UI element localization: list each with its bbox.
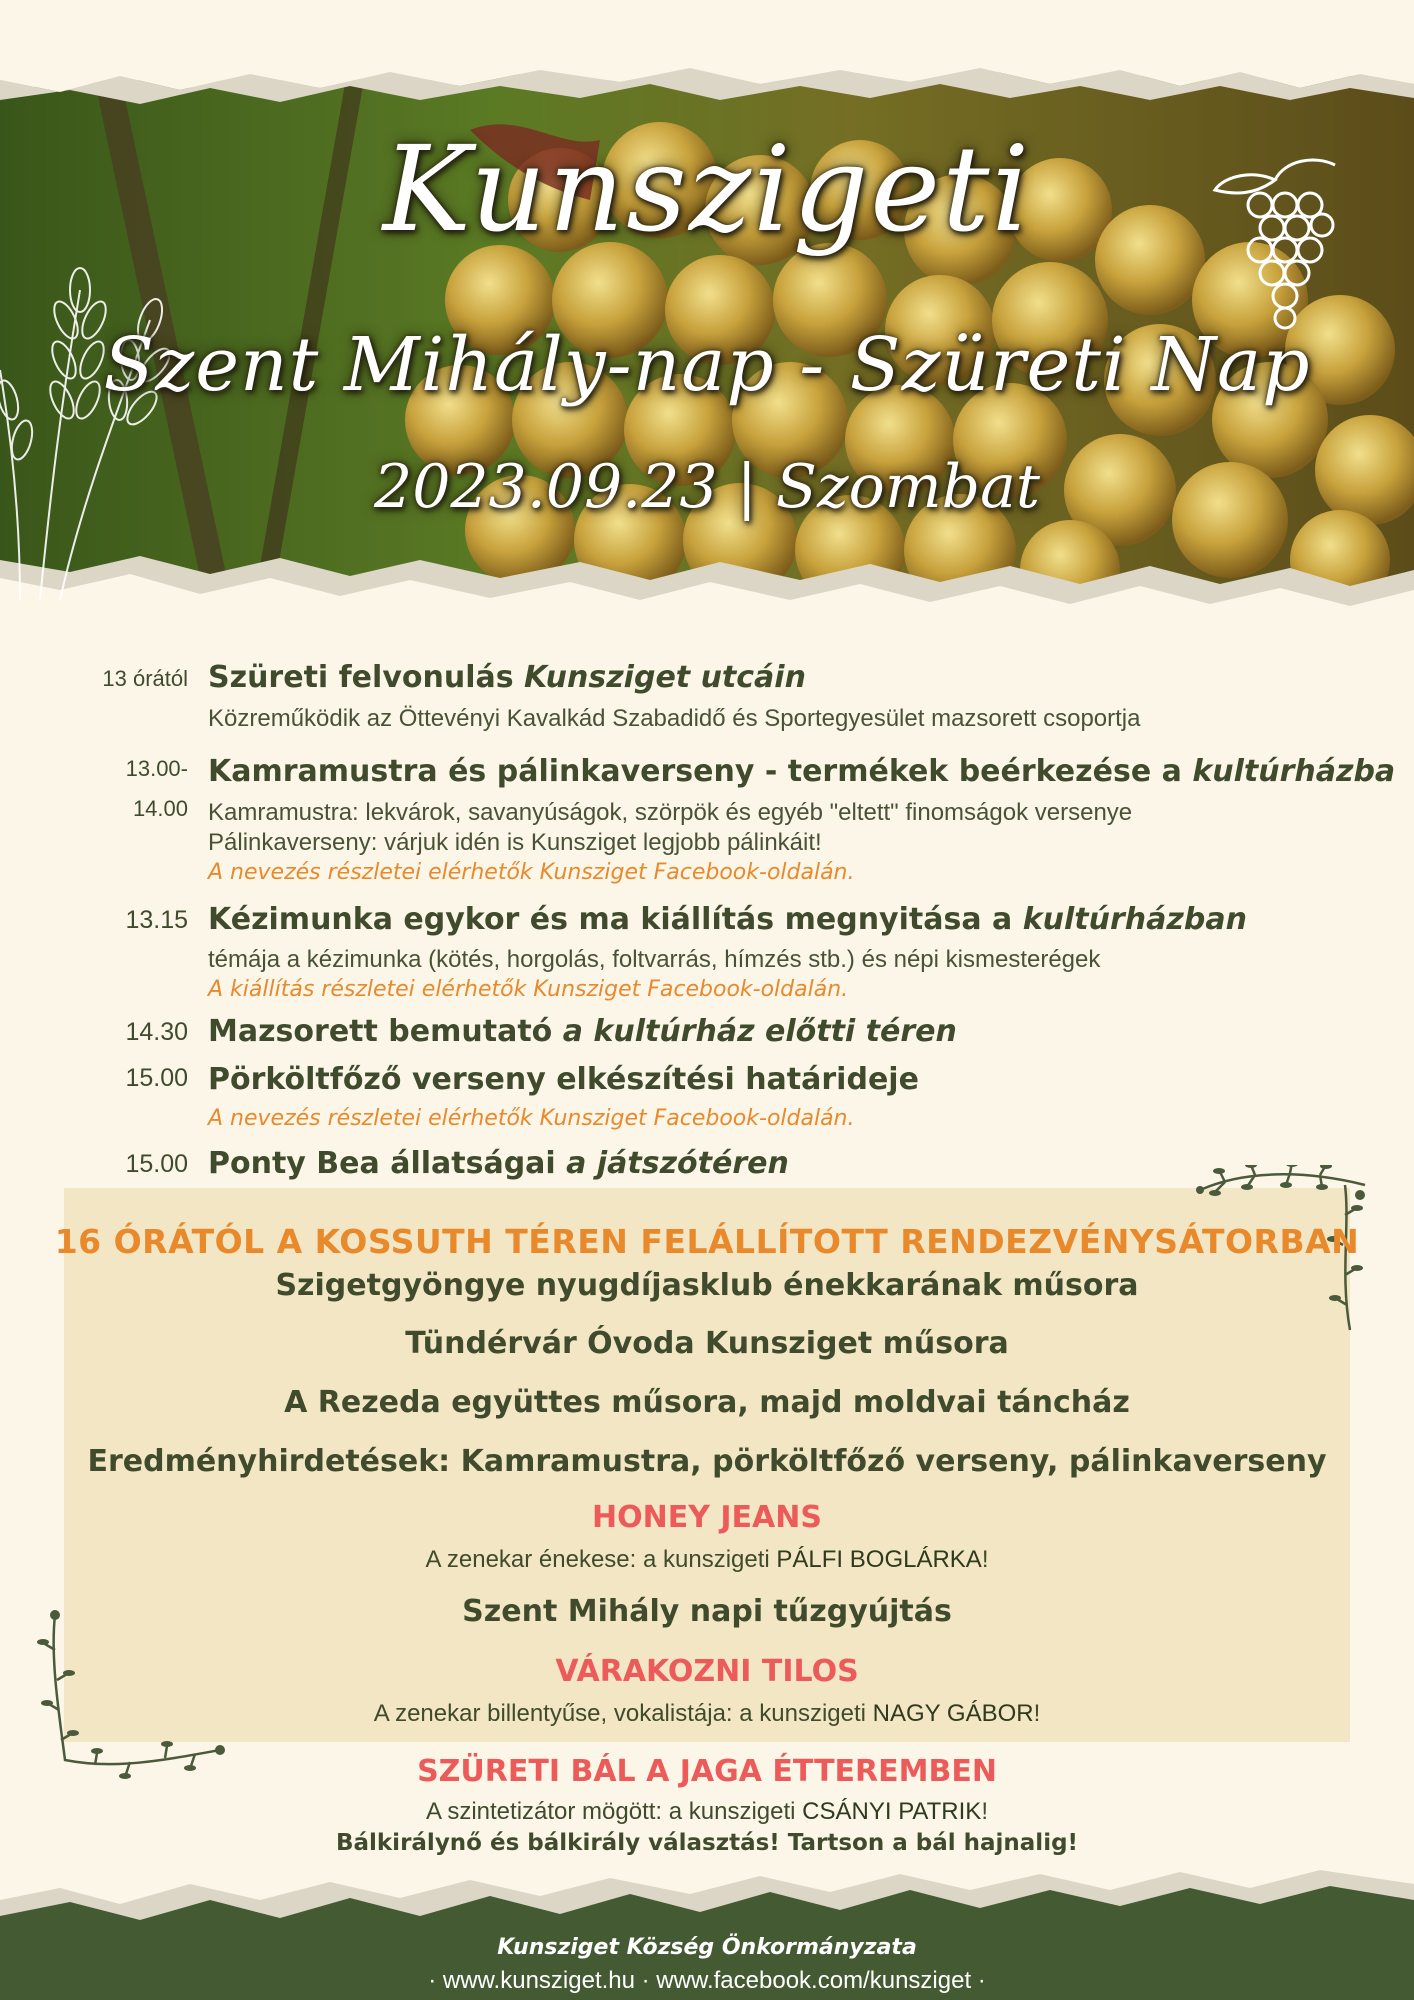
schedule-title: Mazsorett bemutató a kultúrház előtti téren [208, 1014, 957, 1049]
grape-photo [0, 0, 1414, 640]
schedule-time: 13.00- [125, 756, 188, 781]
schedule-time: 14.30 [125, 1018, 188, 1046]
schedule-desc: Közreműködik az Öttevényi Kavalkád Szabadidő és Sportegyesület mazsorett csoportja [208, 705, 1141, 732]
schedule-title: Kézimunka egykor és ma kiállítás megnyitása a kultúrházban [208, 902, 1247, 937]
tent-item: Szent Mihály napi tűzgyújtás [462, 1594, 952, 1629]
ball-description: A szintetizátor mögött: a kunszigeti CSÁNYI PATRIK! [425, 1798, 988, 1825]
schedule-note: A nevezés részletei elérhetők Kunsziget Facebook-oldalán. [208, 1106, 855, 1131]
schedule-time: 15.00 [125, 1064, 188, 1092]
schedule-note: A nevezés részletei elérhetők Kunsziget Facebook-oldalán. [208, 860, 855, 885]
ball-note: Bálkirálynő és bálkirály választás! Tartson a bál hajnalig! [335, 1830, 1079, 1856]
organizer: Kunsziget Község Önkormányzata [497, 1935, 917, 1960]
schedule-title: Kamramustra és pálinkaverseny - termékek beérkezése a kultúrházba [208, 754, 1396, 789]
schedule-time: 13 órától [102, 666, 188, 691]
footer-links[interactable]: · www.kunsziget.hu · www.facebook.com/kunsziget · [428, 1967, 986, 1994]
header-banner [0, 0, 1414, 640]
schedule-time-end: 14.00 [132, 796, 188, 821]
schedule-time: 13.15 [125, 906, 188, 934]
band-description: A zenekar énekese: a kunszigeti PÁLFI BOGLÁRKA! [425, 1546, 989, 1573]
schedule-note: A kiállítás részletei elérhetők Kunsziget Facebook-oldalán. [208, 977, 849, 1002]
schedule-time: 15.00 [125, 1150, 188, 1178]
band-description: A zenekar billentyűse, vokalistája: a kunszigeti NAGY GÁBOR! [373, 1700, 1041, 1727]
band-name: HONEY JEANS [592, 1500, 822, 1535]
tent-heading: 16 ÓRÁTÓL A KOSSUTH TÉREN FELÁLLÍTOTT RENDEZVÉNYSÁTORBAN [54, 1222, 1360, 1261]
tent-item: A Rezeda együttes műsora, majd moldvai táncház [284, 1385, 1130, 1420]
tent-item: Szigetgyöngye nyugdíjasklub énekkarának műsora [275, 1268, 1139, 1303]
poster-subtitle: Szent Mihály-nap - Szüreti Nap [103, 322, 1311, 408]
schedule-desc: Pálinkaverseny: várjuk idén is Kunsziget legjobb pálinkáit! [208, 829, 822, 856]
schedule-desc: témája a kézimunka (kötés, horgolás, foltvarrás, hímzés stb.) és népi kismesterégek [208, 946, 1101, 973]
schedule-title: Ponty Bea állatságai a játszótéren [208, 1146, 789, 1181]
tent-item: Tündérvár Óvoda Kunsziget műsora [405, 1326, 1009, 1361]
band-name: VÁRAKOZNI TILOS [555, 1654, 859, 1689]
schedule-desc: Kamramustra: lekvárok, savanyúságok, szörpök és egyéb "eltett" finomságok versenye [208, 799, 1133, 826]
ball-heading: SZÜRETI BÁL A JAGA ÉTTEREMBEN [417, 1754, 997, 1789]
schedule-title: Pörköltfőző verseny elkészítési határideje [208, 1062, 919, 1097]
schedule-title: Szüreti felvonulás Kunsziget utcáin [208, 660, 806, 695]
poster-title: Kunszigeti [382, 120, 1032, 258]
tent-item: Eredményhirdetések: Kamramustra, pörköltfőző verseny, pálinkaverseny [87, 1444, 1327, 1479]
poster-date: 2023.09.23 | Szombat [374, 452, 1040, 522]
